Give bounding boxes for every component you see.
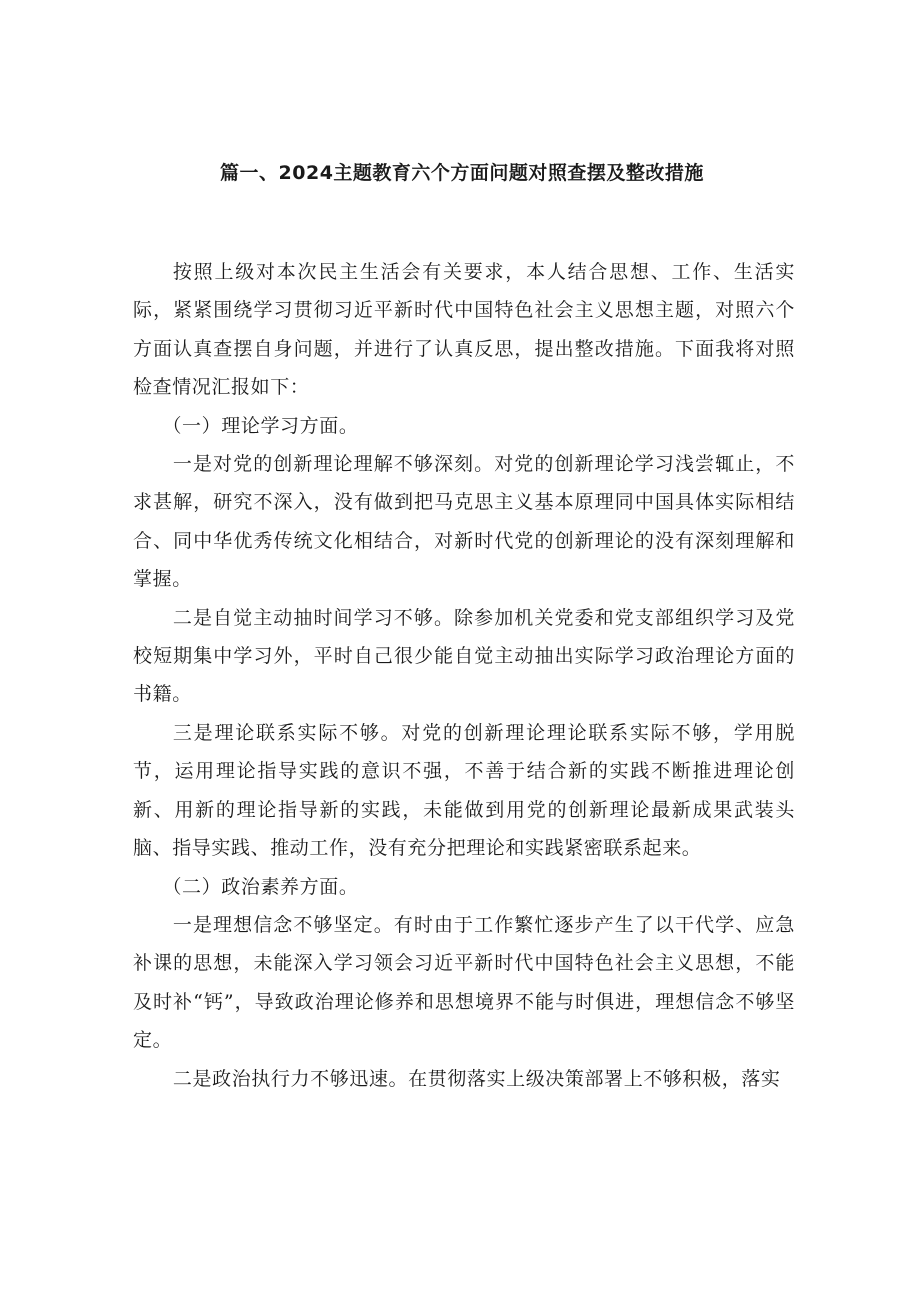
paragraph-political-2: 二是政治执行力不够迅速。在贯彻落实上级决策部署上不够积极，落实 — [172, 1067, 781, 1090]
section-heading-political-quality: （二）政治素养方面。 — [162, 875, 359, 898]
paragraph-intro: 按照上级对本次民主生活会有关要求，本人结合思想、工作、生活实际，紧紧围绕学习贯彻习近平新时代中国特色社会主义思想主题，对照六个方面认真查摆自身问题，并进行了认真反思，提出整改措施。下面我将对照检查情况汇报如下： — [133, 261, 795, 399]
paragraph-theory-2: 二是自觉主动抽时间学习不够。除参加机关党委和党支部组织学习及党校短期集中学习外，平时自己很少能自觉主动抽出实际学习政治理论方面的书籍。 — [133, 606, 795, 706]
paragraph-political-1: 一是理想信念不够坚定。有时由于工作繁忙逐步产生了以干代学、应急补课的思想，未能深入学习领会习近平新时代中国特色社会主义思想，不能及时补“钙”，导致政治理论修养和思想境界不能与时俱进，理想信念不够坚定。 — [133, 913, 795, 1052]
document-title: 篇一、2024主题教育六个方面问题对照查摆及整改措施 — [220, 162, 704, 184]
section-heading-theory-study: （一）理论学习方面。 — [162, 414, 359, 437]
paragraph-theory-1: 一是对党的创新理论理解不够深刻。对党的创新理论学习浅尝辄止，不求甚解，研究不深入，没有做到把马克思主义基本原理同中国具体实际相结合、同中华优秀传统文化相结合，对新时代党的创新理论的没有深刻理解和掌握。 — [133, 453, 795, 591]
paragraph-theory-3: 三是理论联系实际不够。对党的创新理论理论联系实际不够，学用脱节，运用理论指导实践的意识不强，不善于结合新的实践不断推进理论创新、用新的理论指导新的实践，未能做到用党的创新理论最新成果武装头脑、指导实践、推动工作，没有充分把理论和实践紧密联系起来。 — [133, 721, 795, 860]
document-body — [133, 253, 795, 1098]
